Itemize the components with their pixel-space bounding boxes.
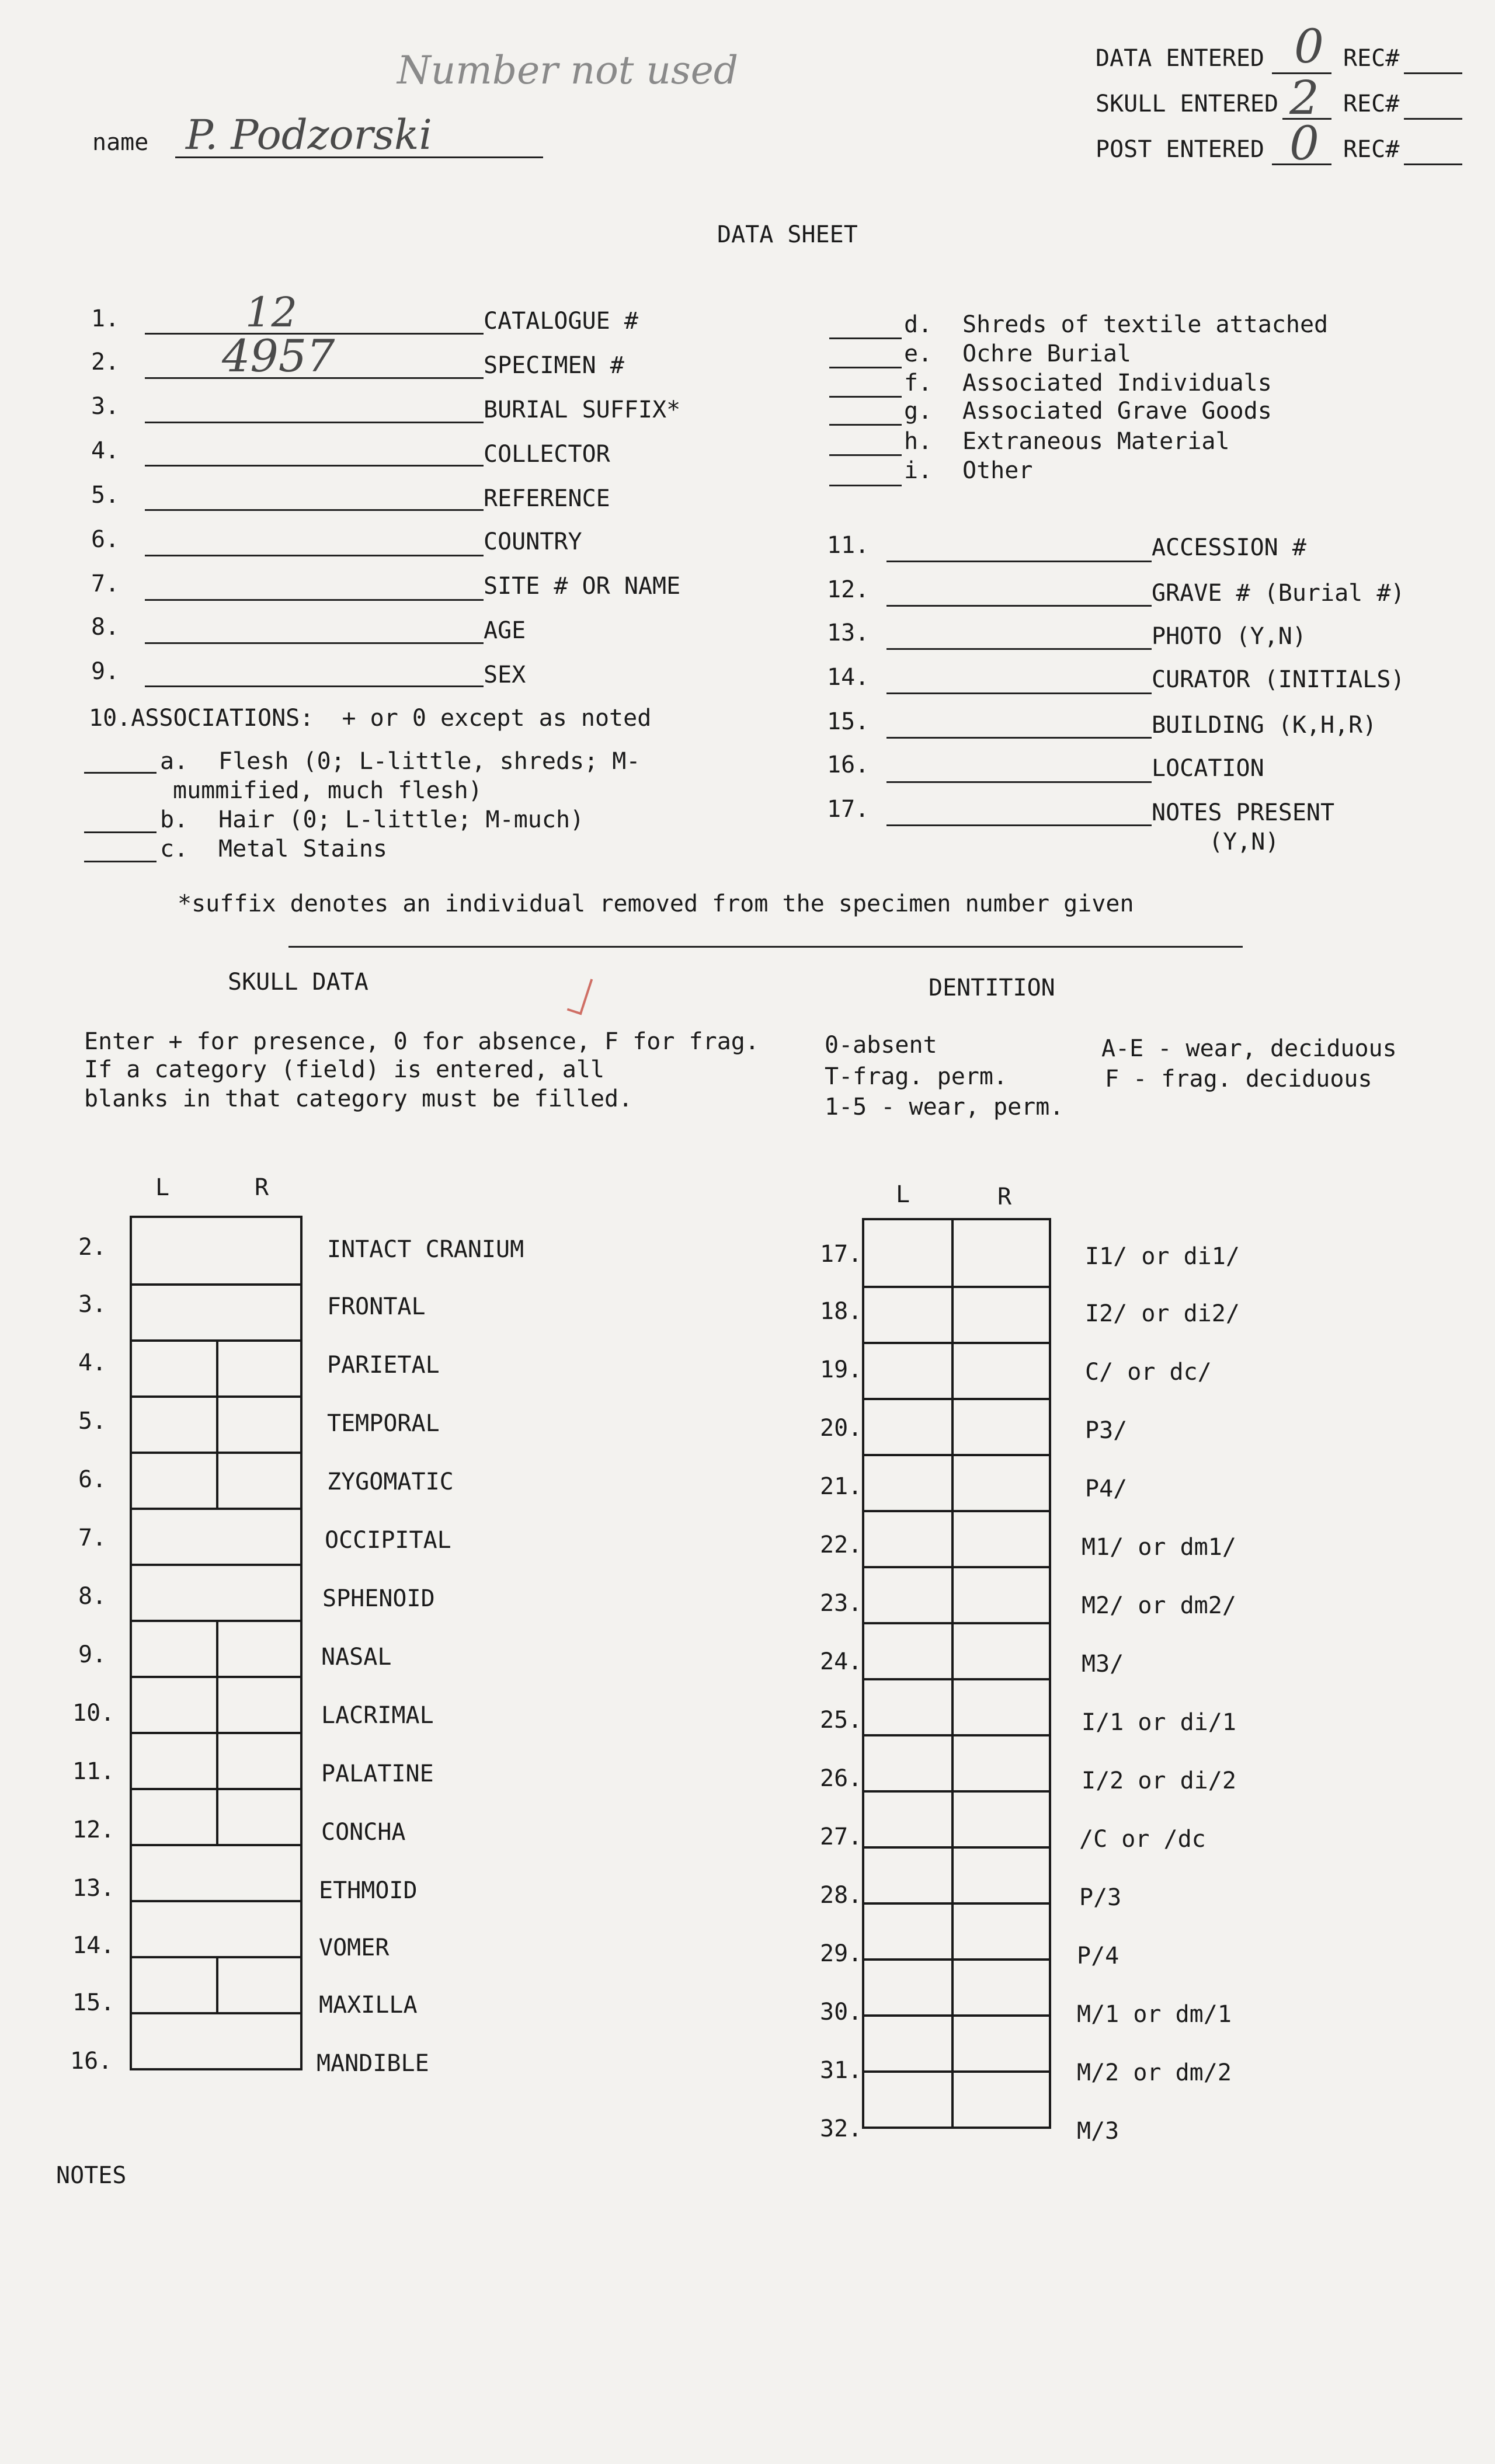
skull-item-label: PALATINE [321,1760,434,1787]
skull-item-num: 7. [78,1525,107,1551]
skull-item-num: 16. [70,2048,113,2075]
post-rec-line [1404,163,1462,165]
skull-item-num: 8. [78,1583,107,1610]
skull-item-label: VOMER [319,1934,390,1961]
assoc-a-text: Flesh (0; L-little, shreds; M- [218,748,641,775]
tooth-cell[interactable] [864,1512,1049,1568]
field-num: 9. [91,658,120,685]
assoc-key: i. [904,457,933,484]
assoc-key: h. [904,428,933,455]
red-check-mark [567,975,593,1015]
notes-label: NOTES [56,2162,127,2189]
field-line[interactable] [886,561,1152,562]
skull-cell-nasal[interactable] [132,1622,300,1678]
dentition-legend-1b: A-E - wear, deciduous [1101,1035,1397,1062]
tooth-num: 31. [820,2057,863,2084]
skull-item-num: 9. [78,1641,107,1668]
assoc-line[interactable] [829,424,902,426]
assoc-label: Shreds of textile attached [962,311,1329,338]
dentition-legend-3a: 1-5 - wear, perm. [825,1094,1064,1120]
tooth-cell[interactable] [864,1849,1049,1905]
handwritten-name: P. Podzorski [186,111,432,159]
field-line[interactable] [145,642,484,644]
tooth-num: 17. [820,1241,863,1268]
separator-line [288,946,1243,948]
skull-cell-intact-cranium[interactable] [132,1218,300,1286]
skull-item-num: 12. [72,1816,115,1843]
assoc-label: Associated Grave Goods [962,398,1272,424]
field-num: 16. [827,751,870,778]
assoc-line[interactable] [829,367,902,368]
field-num: 13. [827,620,870,646]
dentition-title: DENTITION [929,975,1055,1001]
field-num: 15. [827,708,870,735]
field-label: CURATOR (INITIALS) [1152,666,1405,693]
skull-cell-maxilla[interactable] [132,1958,300,2014]
tooth-cell[interactable] [864,1400,1049,1456]
field-line[interactable] [145,685,484,687]
field-num: 17. [827,796,870,823]
skull-cell-mandible[interactable] [132,2014,300,2070]
skull-entered-rec: REC# [1343,91,1400,117]
field-line[interactable] [886,648,1152,650]
field-label: SITE # OR NAME [484,573,681,600]
tooth-num: 21. [820,1473,863,1500]
tooth-label: I1/ or di1/ [1085,1243,1240,1270]
field-line[interactable] [886,605,1152,607]
skull-instruction-1: Enter + for presence, 0 for absence, F for frag. [84,1028,759,1055]
tooth-num: 22. [820,1532,863,1558]
associations-title: 10.ASSOCIATIONS: + or 0 except as noted [89,705,652,732]
tooth-cell[interactable] [864,1793,1049,1849]
dentition-col-r: R [997,1184,1012,1210]
skull-item-label: OCCIPITAL [325,1527,451,1554]
skull-cell-vomer[interactable] [132,1902,300,1958]
dentition-col-l: L [896,1181,910,1208]
assoc-b-key: b. [160,806,189,833]
skull-cell-frontal[interactable] [132,1286,300,1342]
skull-item-label: LACRIMAL [321,1702,434,1729]
tooth-num: 32. [820,2115,863,2142]
skull-cell-palatine[interactable] [132,1734,300,1790]
field-num: 4. [91,437,120,464]
skull-cell-sphenoid[interactable] [132,1566,300,1622]
field-label: NOTES PRESENT [1152,799,1335,826]
field-num: 6. [91,526,120,553]
tooth-num: 20. [820,1415,863,1442]
field-label: BUILDING (K,H,R) [1152,712,1377,739]
dentition-grid [862,1218,1051,2129]
handwritten-specimen: 4957 [222,330,335,382]
tooth-cell[interactable] [864,1568,1049,1624]
field-line[interactable] [145,509,484,511]
tooth-num: 23. [820,1590,863,1617]
skull-item-label: MANDIBLE [317,2050,429,2077]
skull-cell-zygomatic[interactable] [132,1454,300,1510]
skull-item-num: 10. [72,1700,115,1727]
dentition-legend-2b: F - frag. deciduous [1105,1066,1372,1092]
field-label: AGE [484,617,526,644]
tooth-label: P/4 [1077,1943,1119,1969]
field-label: COUNTRY [484,528,582,555]
skull-item-num: 15. [72,1989,115,2016]
data-entered-mark: 0 [1294,19,1324,74]
dentition-legend-2a: T-frag. perm. [825,1063,1008,1090]
tooth-label: M/1 or dm/1 [1077,2001,1232,2028]
tooth-label: /C or /dc [1079,1826,1206,1853]
tooth-label: M/2 or dm/2 [1077,2059,1232,2086]
assoc-c-text: Metal Stains [218,836,387,862]
field-label: PHOTO (Y,N) [1152,623,1306,650]
field-num: 7. [91,570,120,597]
field-num: 1. [91,305,120,332]
skull-cell-parietal[interactable] [132,1342,300,1398]
field-line[interactable] [886,692,1152,694]
tooth-cell[interactable] [864,1680,1049,1736]
data-rec-line [1404,72,1462,74]
tooth-num: 30. [820,1999,863,2026]
field-label: CATALOGUE # [484,308,638,335]
skull-item-num: 6. [78,1466,107,1493]
suffix-note: *suffix denotes an individual removed from the specimen number given [178,890,1134,917]
tooth-cell[interactable] [864,1220,1049,1288]
field-line[interactable] [886,781,1152,783]
skull-cell-ethmoid[interactable] [132,1846,300,1902]
field-num: 3. [91,393,120,420]
field-line[interactable] [145,555,484,556]
skull-cell-concha[interactable] [132,1790,300,1846]
assoc-label: Extraneous Material [962,428,1230,455]
skull-grid [130,1216,303,2070]
tooth-cell[interactable] [864,2073,1049,2129]
field-num: 5. [91,482,120,509]
tooth-num: 29. [820,1940,863,1967]
field-num: 8. [91,614,120,641]
skull-item-num: 5. [78,1408,107,1435]
skull-col-l: L [155,1174,170,1201]
skull-item-num: 4. [78,1349,107,1376]
skull-instruction-3: blanks in that category must be filled. [84,1085,633,1112]
tooth-label: I/2 or di/2 [1082,1767,1236,1794]
field-num: 14. [827,664,870,691]
tooth-label: P3/ [1085,1417,1128,1444]
field-label: SPECIMEN # [484,352,624,379]
tooth-num: 28. [820,1882,863,1909]
skull-item-num: 3. [78,1291,107,1318]
skull-item-num: 2. [78,1234,107,1261]
skull-item-num: 11. [72,1758,115,1785]
field-line[interactable] [145,465,484,467]
data-entered-label: DATA ENTERED [1096,45,1264,72]
assoc-a-key: a. [160,748,189,775]
tooth-cell[interactable] [864,1961,1049,2017]
assoc-line[interactable] [829,396,902,398]
assoc-a-line[interactable] [84,772,157,774]
skull-rec-line [1404,118,1462,120]
handwritten-catalogue: 12 [245,288,298,336]
assoc-label: Associated Individuals [962,370,1272,396]
assoc-key: f. [904,370,933,396]
tooth-label: M2/ or dm2/ [1082,1592,1236,1619]
tooth-label: P4/ [1085,1475,1128,1502]
handwritten-number-not-used: Number not used [397,48,739,93]
skull-item-label: SPHENOID [322,1585,435,1612]
skull-data-title: SKULL DATA [228,969,368,996]
tooth-cell[interactable] [864,2017,1049,2073]
tooth-num: 27. [820,1823,863,1850]
skull-item-label: INTACT CRANIUM [327,1236,524,1263]
post-entered-label: POST ENTERED [1096,136,1264,163]
skull-item-label: PARIETAL [327,1352,440,1379]
notes-present-sub: (Y,N) [1209,829,1280,855]
field-label: GRAVE # (Burial #) [1152,580,1405,607]
skull-item-label: ETHMOID [319,1877,418,1904]
skull-item-num: 14. [72,1932,115,1959]
field-line[interactable] [145,422,484,423]
tooth-label: P/3 [1079,1884,1122,1911]
field-line[interactable] [886,737,1152,739]
dentition-legend-1a: 0-absent [825,1032,937,1059]
field-label: COLLECTOR [484,441,610,468]
assoc-a-text-2: mummified, much flesh) [173,777,482,804]
field-num: 11. [827,532,870,559]
skull-item-label: FRONTAL [327,1293,426,1320]
assoc-b-line[interactable] [84,831,157,833]
assoc-label: Other [962,457,1033,484]
data-entered-rec: REC# [1343,45,1400,72]
assoc-key: d. [904,311,933,338]
assoc-key: g. [904,398,933,424]
tooth-label: I2/ or di2/ [1085,1300,1240,1327]
field-line[interactable] [886,824,1152,826]
page-title: DATA SHEET [717,221,858,248]
skull-entered-mark: 2 [1289,71,1319,125]
field-num: 12. [827,576,870,603]
skull-cell-temporal[interactable] [132,1398,300,1454]
tooth-cell[interactable] [864,1344,1049,1400]
skull-item-label: MAXILLA [319,1992,418,2018]
tooth-label: M1/ or dm1/ [1082,1534,1236,1561]
skull-item-label: CONCHA [321,1819,406,1846]
assoc-line[interactable] [829,454,902,456]
field-label: LOCATION [1152,755,1264,782]
tooth-cell[interactable] [864,1736,1049,1793]
assoc-line[interactable] [829,485,902,486]
skull-cell-lacrimal[interactable] [132,1678,300,1734]
field-line[interactable] [145,599,484,601]
assoc-label: Ochre Burial [962,340,1131,367]
skull-entered-label: SKULL ENTERED [1096,91,1279,117]
field-label: REFERENCE [484,485,610,512]
assoc-b-text: Hair (0; L-little; M-much) [218,806,585,833]
skull-cell-occipital[interactable] [132,1510,300,1566]
skull-item-label: NASAL [321,1644,392,1670]
field-label: ACCESSION # [1152,534,1306,561]
tooth-label: M/3 [1077,2118,1119,2145]
tooth-label: I/1 or di/1 [1082,1709,1236,1736]
skull-instruction-2: If a category (field) is entered, all [84,1056,605,1083]
tooth-num: 19. [820,1356,863,1383]
skull-item-label: TEMPORAL [327,1410,440,1437]
skull-item-num: 13. [72,1875,115,1902]
post-entered-rec: REC# [1343,136,1400,163]
tooth-num: 24. [820,1648,863,1675]
assoc-line[interactable] [829,337,902,339]
assoc-c-line[interactable] [84,861,157,862]
tooth-cell[interactable] [864,1905,1049,1961]
tooth-cell[interactable] [864,1456,1049,1512]
field-label: BURIAL SUFFIX* [484,396,681,423]
assoc-c-key: c. [160,836,189,862]
tooth-num: 18. [820,1298,863,1325]
skull-item-label: ZYGOMATIC [327,1468,454,1495]
name-label: name [92,129,149,156]
field-num: 2. [91,349,120,375]
tooth-num: 26. [820,1765,863,1792]
tooth-cell[interactable] [864,1624,1049,1680]
field-label: SEX [484,662,526,688]
tooth-label: M3/ [1082,1651,1124,1678]
tooth-num: 25. [820,1707,863,1734]
post-entered-mark: 0 [1289,116,1319,170]
skull-col-r: R [255,1174,269,1201]
tooth-cell[interactable] [864,1288,1049,1344]
tooth-label: C/ or dc/ [1085,1359,1212,1386]
assoc-key: e. [904,340,933,367]
